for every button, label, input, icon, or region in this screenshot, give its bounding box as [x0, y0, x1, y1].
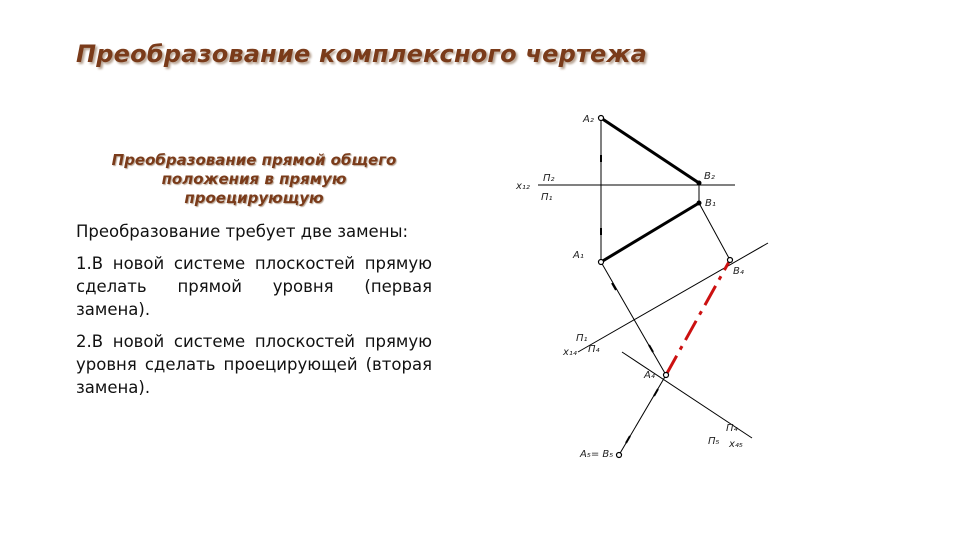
link-a1-a4 [601, 262, 666, 375]
label-b1: B₁ [705, 198, 716, 209]
link-b1-b4 [699, 203, 730, 260]
label-p2: П₂ [543, 173, 555, 184]
subtitle-line: проецирующую [184, 189, 324, 207]
label-p4-lower: П₄ [588, 344, 600, 355]
tick-mark [654, 389, 658, 396]
point-a4 [664, 373, 669, 378]
label-x12: x₁₂ [516, 181, 530, 192]
label-x14: x₁₄ [563, 347, 577, 358]
label-a5-b5: A₅= B₅ [580, 449, 614, 460]
subtitle-line: Преобразование прямой общего [111, 151, 397, 169]
point-b1 [697, 201, 702, 206]
label-p1-upper: П₁ [541, 192, 553, 203]
label-x45: x₄₅ [729, 439, 743, 450]
tick-mark [649, 345, 653, 352]
paragraph: 2.В новой системе плоскостей прямую уровня сделать проецирующей (вторая замена). [76, 332, 432, 397]
label-a2: A₂ [583, 114, 594, 125]
point-b4 [728, 258, 733, 263]
segment-a4-b4 [666, 260, 730, 375]
label-p4-right: П₄ [726, 423, 738, 434]
page-title: Преобразование комплексного чертежа [76, 40, 648, 68]
paragraph: Преобразование требует две замены: [76, 222, 409, 241]
label-a4: A₄ [644, 370, 655, 381]
label-p1-lower: П₁ [576, 333, 588, 344]
segment-a1-b1 [601, 203, 699, 262]
point-b2 [697, 181, 702, 186]
point-a2 [599, 116, 604, 121]
label-b4: B₄ [733, 266, 744, 277]
point-a1 [599, 260, 604, 265]
tick-mark [626, 436, 630, 443]
segment-a2-b2 [601, 118, 699, 183]
label-a1: A₁ [573, 250, 584, 261]
label-p5: П₅ [708, 436, 720, 447]
point-a5-b5 [617, 453, 622, 458]
subtitle-line: положения в прямую [161, 170, 347, 188]
paragraph: 1.В новой системе плоскостей прямую сделать прямой уровня (первая замена). [76, 254, 432, 319]
label-b2: B₂ [704, 171, 715, 182]
